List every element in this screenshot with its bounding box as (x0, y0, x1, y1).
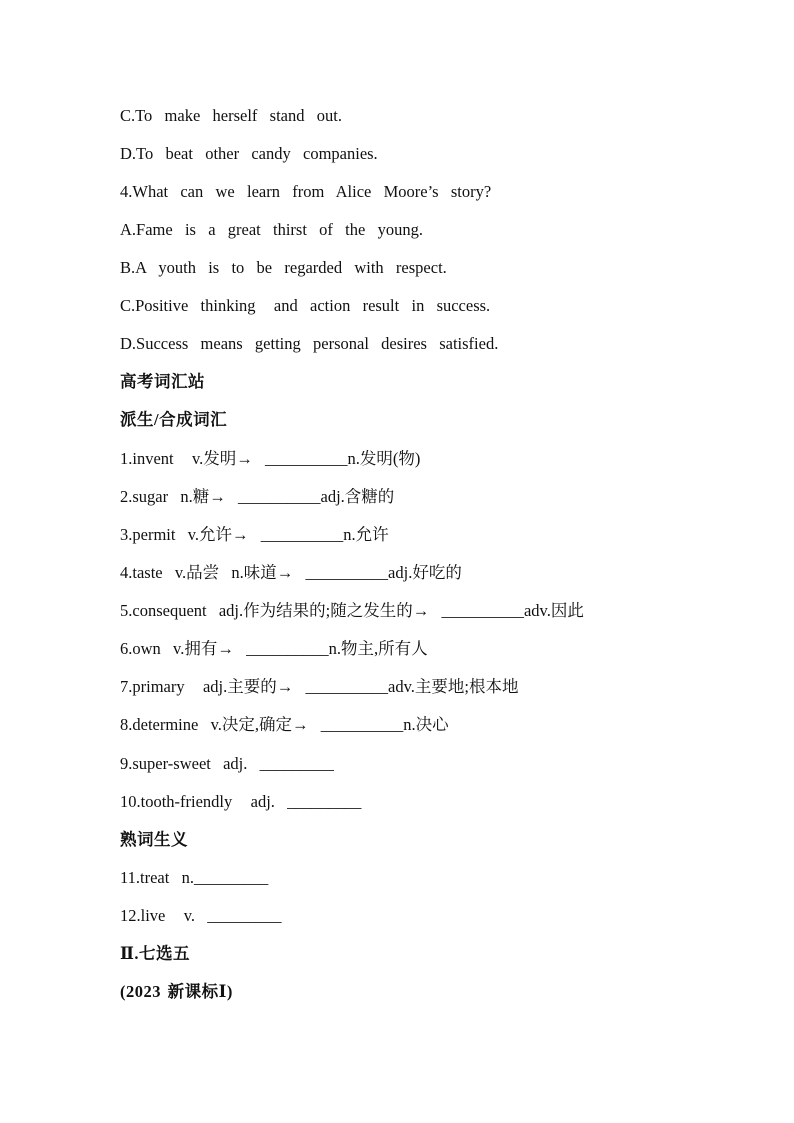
source-note: (2023 新课标Ⅰ) (120, 982, 233, 1001)
option-b-q4: B.A youth is to be regarded with respect. (120, 258, 447, 277)
question-4: 4.What can we learn from Alice Moore’s story? (120, 182, 492, 201)
section-heading-seven-choose-five: Ⅱ.七选五 (120, 944, 191, 963)
vocab-item-3: 3.permit v.允许→ __________n.允许 (120, 525, 389, 544)
subheading-familiar-words: 熟词生义 (120, 830, 188, 849)
option-c-q4: C.Positive thinking and action result in success. (120, 296, 491, 315)
option-a-q4: A.Fame is a great thirst of the young. (120, 220, 423, 239)
vocab-item-11: 11.treat n._________ (120, 868, 269, 887)
vocab-item-2: 2.sugar n.糖→ __________adj.含糖的 (120, 487, 395, 506)
vocab-item-6: 6.own v.拥有→ __________n.物主,所有人 (120, 639, 428, 658)
subheading-derived-words: 派生/合成词汇 (120, 410, 228, 429)
vocab-item-9: 9.super-sweet adj. _________ (120, 754, 334, 773)
option-d-q4: D.Success means getting personal desires satisfied. (120, 334, 499, 353)
vocab-item-12: 12.live v. _________ (120, 906, 282, 925)
vocab-item-8: 8.determine v.决定,确定→ __________n.决心 (120, 715, 449, 734)
vocab-item-4: 4.taste v.品尝 n.味道→ __________adj.好吃的 (120, 563, 462, 582)
vocab-item-7: 7.primary adj.主要的→ __________adv.主要地;根本地 (120, 677, 519, 696)
section-heading-vocabulary: 高考词汇站 (120, 372, 205, 391)
option-d-q3: D.To beat other candy companies. (120, 144, 378, 163)
option-c-q3: C.To make herself stand out. (120, 106, 342, 125)
vocab-item-5: 5.consequent adj.作为结果的;随之发生的→ __________adv.因此 (120, 601, 584, 620)
vocab-item-10: 10.tooth-friendly adj. _________ (120, 792, 362, 811)
vocab-item-1: 1.invent v.发明→ __________n.发明(物) (120, 449, 421, 468)
